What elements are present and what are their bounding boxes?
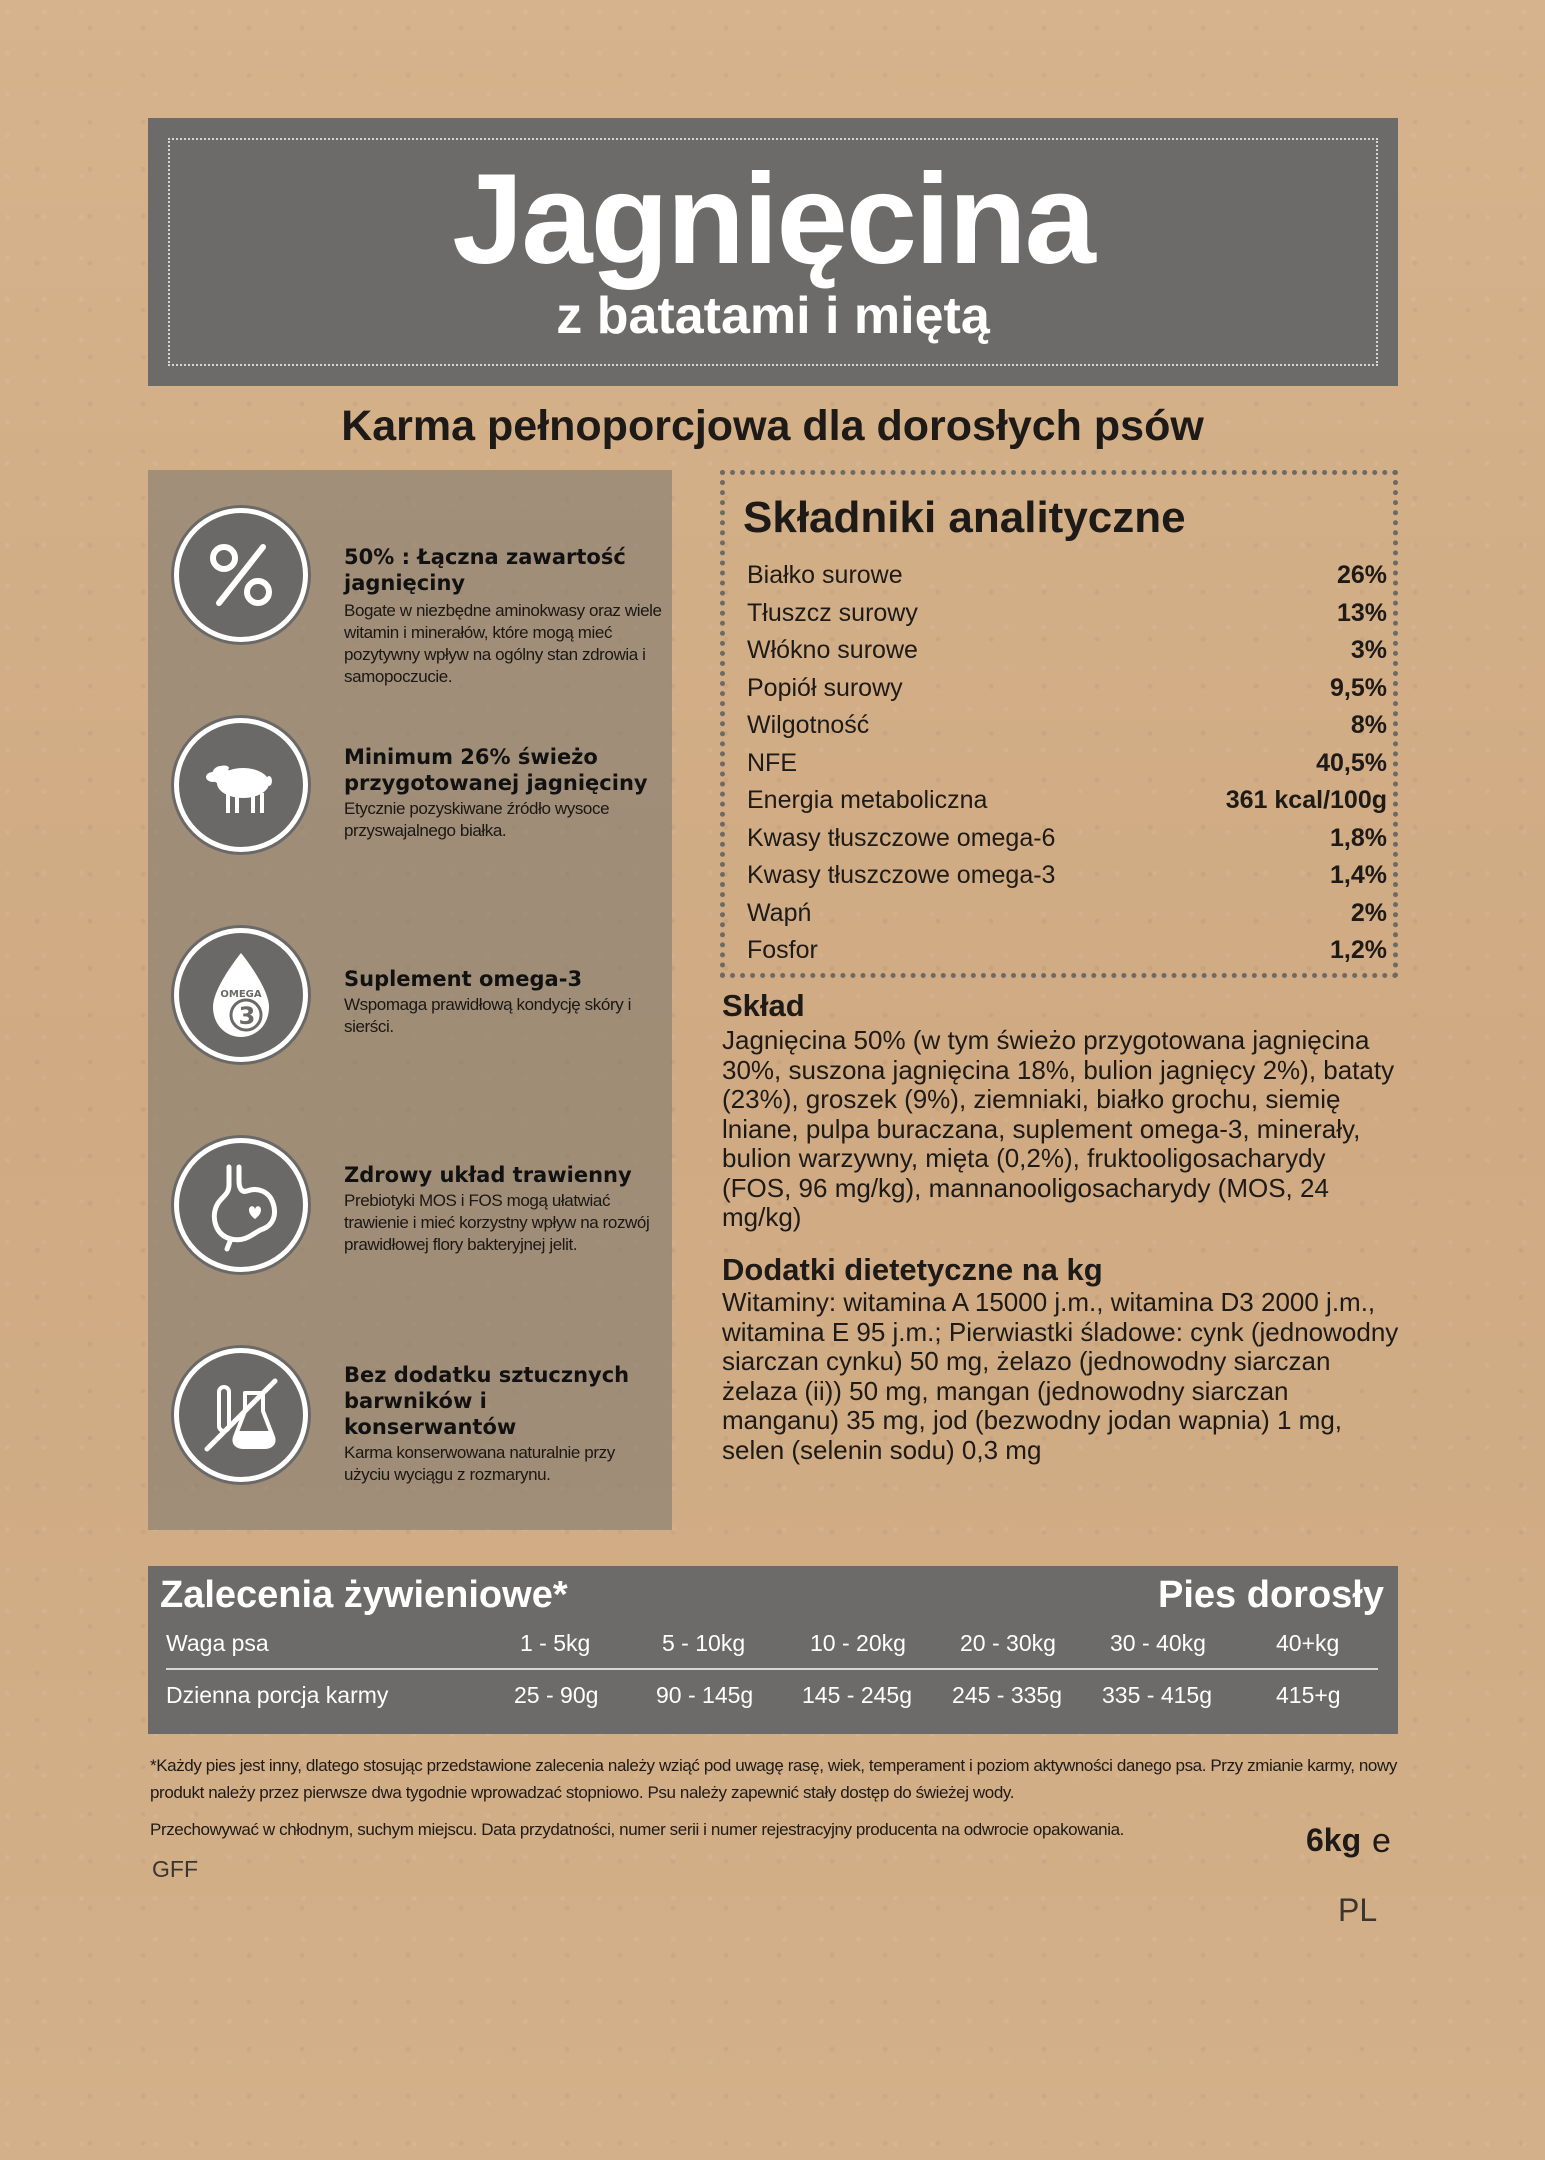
analytical-row: Tłuszcz surowy 13% [747,598,1387,627]
analytical-row: Włókno surowe 3% [747,636,1387,664]
percent-icon [174,508,308,642]
analytical-row: Fosfor 1,2% [747,936,1387,964]
analytical-row: Białko surowe 26% [747,561,1387,589]
composition-title: Skład [722,988,805,1023]
e-mark-icon: e [1372,1822,1391,1860]
feeding-table [148,1566,1398,1734]
net-weight: 6kg [1306,1822,1362,1858]
product-subtitle: z batatami i miętą [556,287,990,345]
storage-note: Przechowywać w chłodnym, suchym miejscu. Data przydatności, numer serii i numer rejestracyjny producenta na odwrocie opakowania. [150,1820,1124,1839]
feature-desc: Wspomaga prawidłową kondycję skóry i sierści. [344,995,632,1036]
title-banner [148,118,1398,386]
feeding-title: Zalecenia żywieniowe* [160,1574,568,1616]
sheep-icon [174,718,308,852]
analytical-row: NFE 40,5% [747,748,1387,777]
language-code: PL [1338,1892,1378,1928]
svg-text:OMEGA: OMEGA [220,989,262,1000]
feature-title: Bez dodatku sztucznych barwników i konserwantów [344,1363,630,1439]
feeding-note: *Każdy pies jest inny, dlatego stosując przedstawione zalecenia należy wziąć pod uwagę rasę, wiek, temperament i poziom aktywności danego psa. Przy zmianie karmy, nowy produkt należy przez pierwsze dwa tygodnie wprowadzać stopniowo. Psu należy zapewnić stały dostęp do świeżej wody. [150,1756,1397,1802]
product-code: GFF [152,1856,198,1882]
additives-title: Dodatki dietetyczne na kg [722,1252,1103,1287]
feature-title: Suplement omega-3 [344,967,583,991]
feature-title: Zdrowy układ trawienny [344,1163,632,1187]
feature-title: 50% : Łączna zawartość jagnięciny [344,545,626,595]
analytical-table [747,555,1387,968]
analytical-box [720,470,1398,978]
stomach-heart-icon [174,1138,308,1272]
analytical-row: Energia metaboliczna 361 kcal/100g [747,786,1387,814]
feature-desc: Prebiotyki MOS i FOS mogą ułatwiać trawienie i mieć korzystny wpływ na rozwój prawidłowej flory bakteryjnej jelit. [344,1191,650,1254]
composition-text: Jagnięcina 50% (w tym świeżo przygotowana jagnięcina 30%, suszona jagnięcina 18%, bulion jagnięcy 2%), bataty (23%), groszek (9%), ziemniaki, białko grochu, siemię lniane, pulpa buraczana, suplement omega-3, minerały, bulion warzywny, mięta (0,2%), fruktooligosacharydy (FOS, 96 mg/kg), mannanooligosacharydy (MOS, 24 mg/kg) [722,1025,1395,1232]
feeding-row-portion: Dzienna porcja karmy 25 - 90g 90 - 145g 145 - 245g 245 - 335g 335 - 415g 415+g [166,1682,1341,1708]
feature-desc: Etycznie pozyskiwane źródło wysoce przyswajalnego białka. [344,799,610,840]
analytical-row: Popiół surowy 9,5% [747,673,1387,702]
svg-text:3: 3 [238,1002,256,1030]
analytical-row: Kwasy tłuszczowe omega-3 1,4% [747,861,1387,889]
additives-text: Witaminy: witamina A 15000 j.m., witamina D3 2000 j.m., witamina E 95 j.m.; Pierwiastki śladowe: cynk (jednowodny siarczan cynku) 50 mg, żelazo (jednowodny siarczan żelaza (ii)) 50 mg, mangan (jednowodny siarczan manganu) 35 mg, jod (bezwodny jodan wapnia) 1 mg, selen (selenin sodu) 0,3 mg [722,1287,1399,1465]
feeding-category: Pies dorosły [1158,1574,1384,1616]
analytical-row: Wapń 2% [747,898,1387,927]
feature-desc: Bogate w niezbędne aminokwasy oraz wiele witamin i minerałów, które mogą mieć pozytywny wpływ na ogólny stan zdrowia i samopoczucie. [344,601,662,686]
feature-title: Minimum 26% świeżo przygotowanej jagnięciny [344,745,648,795]
analytical-row: Wilgotność 8% [747,711,1387,739]
product-title: Jagnięcina [452,148,1094,291]
feeding-row-weight: Waga psa 1 - 5kg 5 - 10kg 10 - 20kg 20 - 30kg 30 - 40kg 40+kg [166,1630,1340,1656]
feature-desc: Karma konserwowana naturalnie przy użyciu wyciągu z rozmarynu. [344,1443,615,1484]
analytical-row: Kwasy tłuszczowe omega-6 1,8% [747,823,1387,852]
omega-drop-icon [174,928,308,1062]
benefits-panel [148,470,672,1530]
no-chemicals-icon [174,1348,308,1482]
tagline: Karma pełnoporcjowa dla dorosłych psów [341,402,1204,450]
analytical-title: Składniki analityczne [743,493,1186,542]
